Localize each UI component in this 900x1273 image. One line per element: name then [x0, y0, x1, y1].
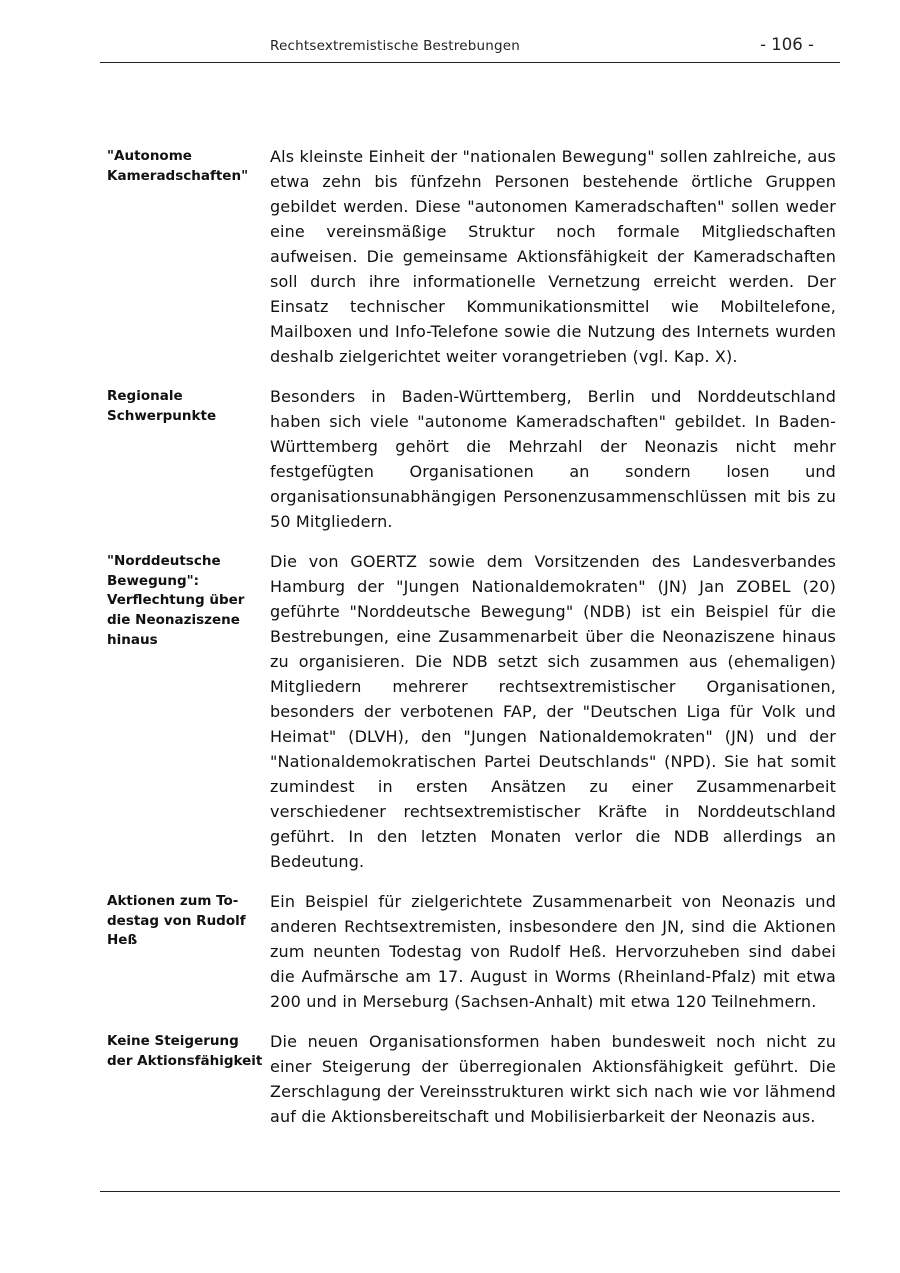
margin-label	[107, 144, 270, 369]
margin-label-line: der Aktionsfähigkeit	[107, 1052, 263, 1069]
page-content	[107, 144, 839, 1144]
margin-label-line: Keine Steigerung	[107, 1033, 239, 1049]
margin-label-line: Aktionen zum To-	[107, 893, 239, 909]
paragraph: Ein Beispiel für zielgerichtete Zusammenarbeit von Neonazis und anderen Rechtsextremisten, insbesondere den JN, sind die Aktionen zum neunten Todestag von Rudolf Heß. Hervorzuheben sind dabei die Aufmärsche am 17. August in Worms (Rheinland-Pfalz) mit etwa 200 und in Merseburg (Sachsen-Anhalt) mit etwa 120 Teilnehmern.	[270, 892, 836, 1011]
page-header	[100, 34, 840, 63]
margin-label-line: hinaus	[107, 631, 158, 648]
section-regionale-schwerpunkte	[107, 384, 839, 534]
margin-label	[107, 1029, 270, 1129]
margin-label-line: Regionale	[107, 388, 183, 404]
paragraph: Die neuen Organisationsformen haben bundesweit noch nicht zu einer Steigerung der überregionalen Aktionsfähigkeit geführt. Die Zerschlagung der Vereinsstrukturen wirkt sich nach wie vor lähmend auf die Aktionsbereitschaft und Mobilisierbarkeit der Neonazis aus.	[270, 1032, 836, 1126]
paragraph: Als kleinste Einheit der "nationalen Bewegung" sollen zahlreiche, aus etwa zehn bis fünfzehn Personen bestehende örtliche Gruppen gebildet werden. Diese "autonomen Kameradschaften" sollen weder eine vereinsmäßige Struktur noch formale Mitgliedschaften aufweisen. Die gemeinsame Aktionsfähigkeit der Kameradschaften soll durch ihre informationelle Vernetzung erreicht werden. Der Einsatz technischer Kommunikationsmittel wie Mobiltelefone, Mailboxen und Info-Telefone sowie die Nutzung des Internets wurden deshalb zielgerichtet weiter vorangetrieben (vgl. Kap. X).	[270, 147, 836, 366]
section-aktionen-todestag	[107, 889, 839, 1014]
margin-label-line: Kameradschaften"	[107, 167, 249, 184]
running-title: Rechtsextremistische Bestrebungen	[270, 38, 521, 54]
section-keine-steigerung	[107, 1029, 839, 1129]
footer-rule	[100, 1191, 840, 1192]
margin-label-line: "Norddeutsche	[107, 553, 221, 569]
margin-label-line: Verflechtung über	[107, 592, 245, 609]
margin-label	[107, 384, 270, 534]
margin-label-line: Heß	[107, 932, 138, 949]
margin-label	[107, 889, 270, 1014]
margin-label-line: "Autonome	[107, 148, 192, 164]
section-norddeutsche-bewegung	[107, 549, 839, 874]
margin-label-line: die Neonaziszene	[107, 612, 240, 629]
margin-label-line: Bewegung":	[107, 572, 200, 589]
margin-label-line: destag von Rudolf	[107, 912, 246, 929]
margin-label	[107, 549, 270, 874]
paragraph: Die von GOERTZ sowie dem Vorsitzenden des Landesverbandes Hamburg der "Jungen Nationaldemokraten" (JN) Jan ZOBEL (20) geführte "Norddeutsche Bewegung" (NDB) ist ein Beispiel für die Bestrebungen, eine Zusammenarbeit über die Neonaziszene hinaus zu organisieren. Die NDB setzt sich zusammen aus (ehemaligen) Mitgliedern mehrerer rechtsextremistischer Organisationen, besonders der verbotenen FAP, der "Deutschen Liga für Volk und Heimat" (DLVH), den "Jungen Nationaldemokraten" (JN) und der "Nationaldemokratischen Partei Deutschlands" (NPD). Sie hat somit zumindest in ersten Ansätzen zu einer Zusammenarbeit verschiedener rechtsextremistischer Kräfte in Norddeutschland geführt. In den letzten Monaten verlor die NDB allerdings an Bedeutung.	[270, 552, 836, 871]
section-autonome-kameradschaften	[107, 144, 839, 369]
paragraph: Besonders in Baden-Württemberg, Berlin und Norddeutschland haben sich viele "autonome Kameradschaften" gebildet. In Baden-Württemberg gehört die Mehrzahl der Neonazis nicht mehr festgefügten Organisationen an sondern losen und organisationsunabhängigen Personenzusammenschlüssen mit bis zu 50 Mitgliedern.	[270, 387, 836, 531]
margin-label-line: Schwerpunkte	[107, 407, 217, 424]
page-number: - 106 -	[760, 35, 814, 54]
